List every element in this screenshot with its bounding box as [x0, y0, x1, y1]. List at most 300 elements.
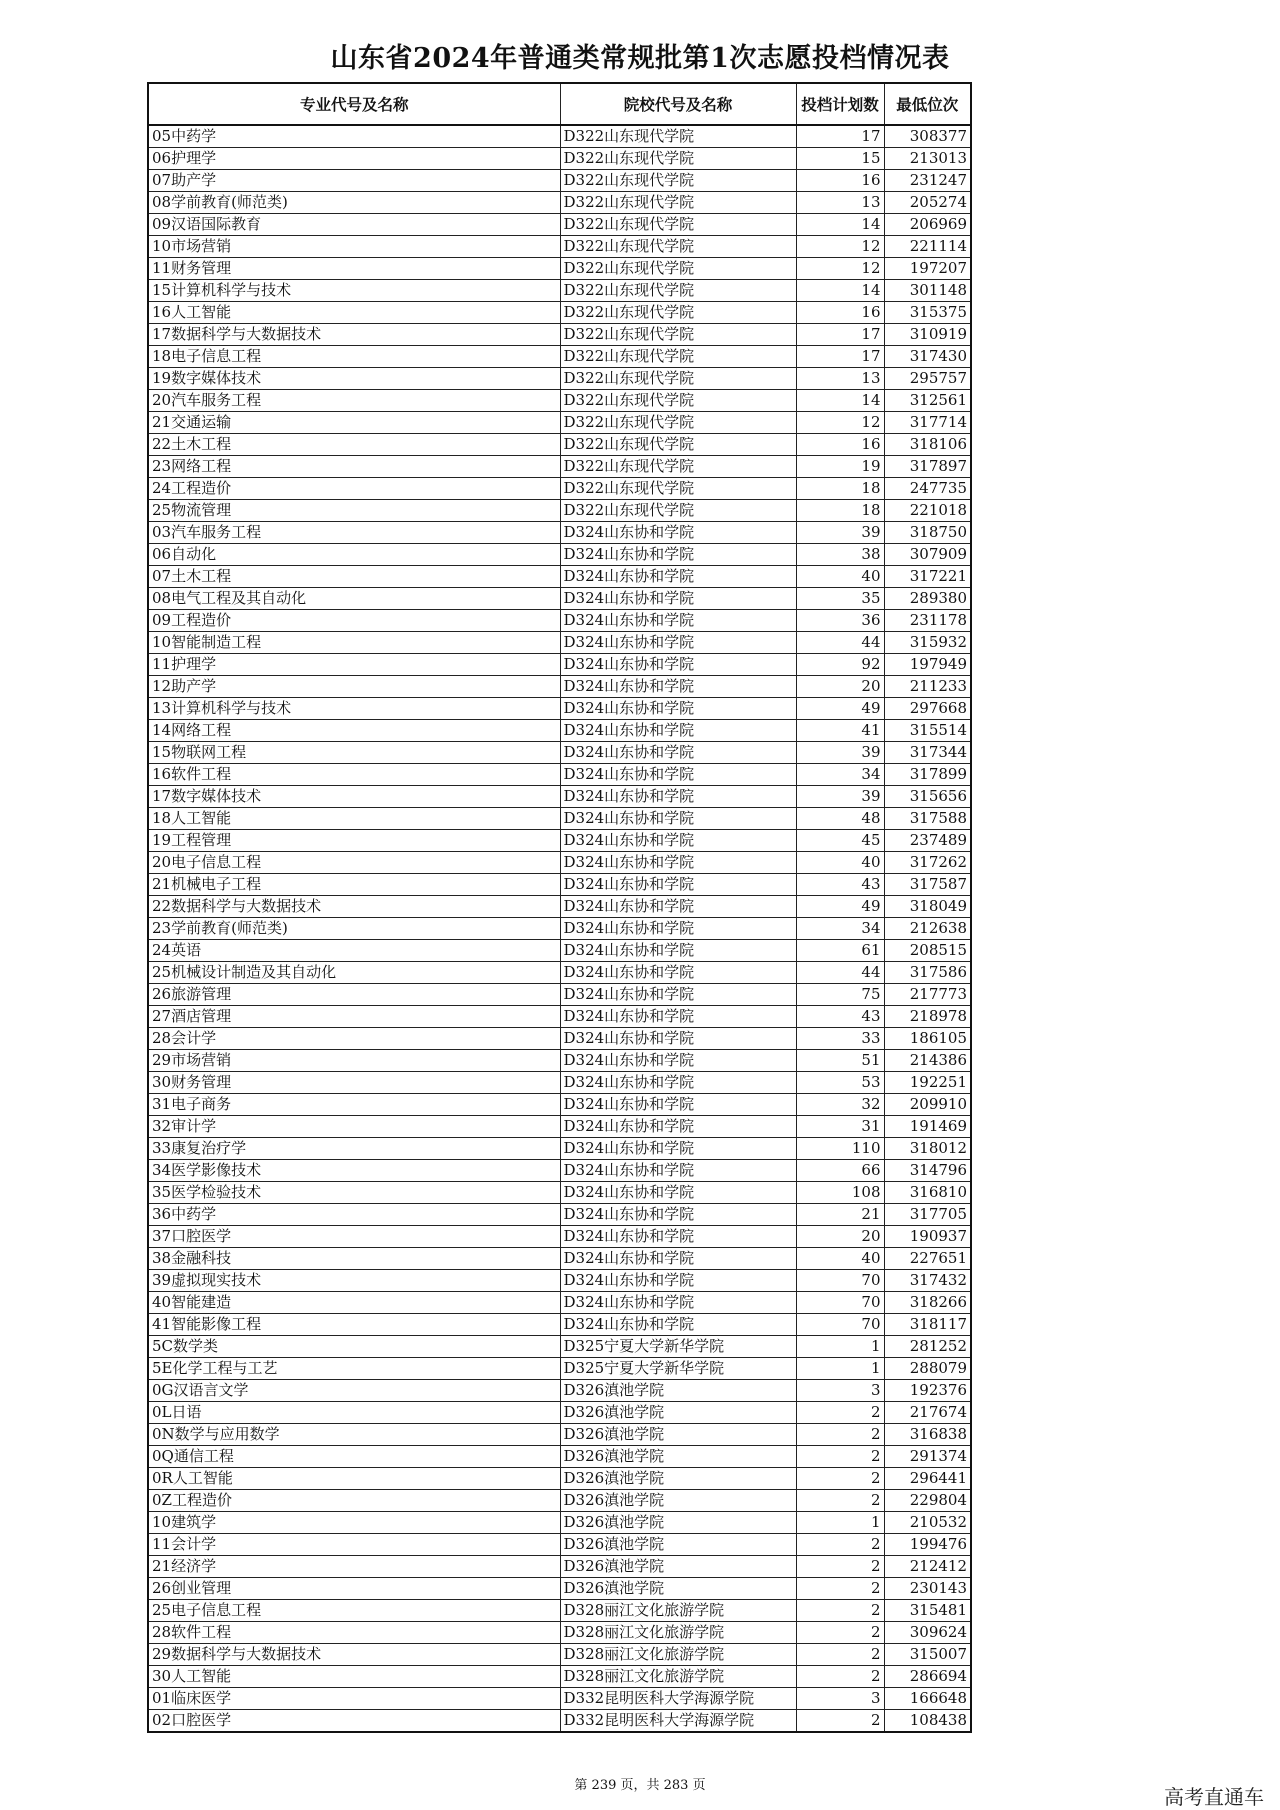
plan-count-cell: 70 [796, 1314, 884, 1336]
school-cell: D324山东协和学院 [560, 588, 796, 610]
school-cell: D322山东现代学院 [560, 434, 796, 456]
major-cell: 06护理学 [148, 148, 560, 170]
school-cell: D324山东协和学院 [560, 940, 796, 962]
plan-count-cell: 92 [796, 654, 884, 676]
min-rank-cell: 217674 [884, 1402, 971, 1424]
school-cell: D324山东协和学院 [560, 786, 796, 808]
major-cell: 30人工智能 [148, 1666, 560, 1688]
plan-count-cell: 17 [796, 346, 884, 368]
school-cell: D324山东协和学院 [560, 676, 796, 698]
school-cell: D326滇池学院 [560, 1424, 796, 1446]
plan-count-cell: 49 [796, 698, 884, 720]
school-cell: D322山东现代学院 [560, 302, 796, 324]
school-cell: D326滇池学院 [560, 1556, 796, 1578]
table-row [148, 324, 971, 346]
major-cell: 16软件工程 [148, 764, 560, 786]
major-cell: 05中药学 [148, 125, 560, 148]
school-cell: D324山东协和学院 [560, 610, 796, 632]
school-cell: D324山东协和学院 [560, 1116, 796, 1138]
major-cell: 22土木工程 [148, 434, 560, 456]
school-cell: D324山东协和学院 [560, 830, 796, 852]
table-row [148, 1622, 971, 1644]
table-row [148, 1182, 971, 1204]
major-cell: 02口腔医学 [148, 1710, 560, 1733]
major-cell: 15计算机科学与技术 [148, 280, 560, 302]
major-cell: 21经济学 [148, 1556, 560, 1578]
plan-count-cell: 2 [796, 1446, 884, 1468]
plan-count-cell: 33 [796, 1028, 884, 1050]
plan-count-cell: 39 [796, 522, 884, 544]
table-row [148, 830, 971, 852]
major-cell: 07土木工程 [148, 566, 560, 588]
page-footer: 第 239 页，共 283 页 [574, 1778, 706, 1793]
plan-count-cell: 49 [796, 896, 884, 918]
major-cell: 25机械设计制造及其自动化 [148, 962, 560, 984]
min-rank-cell: 307909 [884, 544, 971, 566]
plan-count-cell: 61 [796, 940, 884, 962]
table-row [148, 1314, 971, 1336]
major-cell: 17数字媒体技术 [148, 786, 560, 808]
plan-count-cell: 35 [796, 588, 884, 610]
table-row [148, 1160, 971, 1182]
plan-count-cell: 70 [796, 1270, 884, 1292]
school-cell: D328丽江文化旅游学院 [560, 1600, 796, 1622]
min-rank-cell: 301148 [884, 280, 971, 302]
school-cell: D322山东现代学院 [560, 346, 796, 368]
table-row [148, 1380, 971, 1402]
major-cell: 10智能制造工程 [148, 632, 560, 654]
school-cell: D328丽江文化旅游学院 [560, 1622, 796, 1644]
min-rank-cell: 209910 [884, 1094, 971, 1116]
min-rank-cell: 318117 [884, 1314, 971, 1336]
min-rank-cell: 281252 [884, 1336, 971, 1358]
major-cell: 21机械电子工程 [148, 874, 560, 896]
major-cell: 01临床医学 [148, 1688, 560, 1710]
major-cell: 28软件工程 [148, 1622, 560, 1644]
table-row [148, 698, 971, 720]
plan-count-cell: 12 [796, 412, 884, 434]
plan-count-cell: 3 [796, 1688, 884, 1710]
major-cell: 07助产学 [148, 170, 560, 192]
table-row [148, 940, 971, 962]
school-cell: D324山东协和学院 [560, 698, 796, 720]
min-rank-cell: 229804 [884, 1490, 971, 1512]
major-cell: 03汽车服务工程 [148, 522, 560, 544]
major-cell: 5C数学类 [148, 1336, 560, 1358]
table-row [148, 1468, 971, 1490]
school-cell: D324山东协和学院 [560, 1094, 796, 1116]
school-cell: D322山东现代学院 [560, 170, 796, 192]
plan-count-cell: 2 [796, 1644, 884, 1666]
table-row [148, 764, 971, 786]
plan-count-cell: 2 [796, 1556, 884, 1578]
table-row [148, 896, 971, 918]
min-rank-cell: 315514 [884, 720, 971, 742]
school-cell: D328丽江文化旅游学院 [560, 1644, 796, 1666]
table-row [148, 654, 971, 676]
table-row [148, 1446, 971, 1468]
table-row [148, 280, 971, 302]
plan-count-cell: 53 [796, 1072, 884, 1094]
plan-count-cell: 2 [796, 1710, 884, 1733]
school-cell: D324山东协和学院 [560, 1226, 796, 1248]
plan-count-cell: 1 [796, 1336, 884, 1358]
major-cell: 32审计学 [148, 1116, 560, 1138]
school-cell: D324山东协和学院 [560, 1138, 796, 1160]
min-rank-cell: 247735 [884, 478, 971, 500]
table-row [148, 676, 971, 698]
major-cell: 13计算机科学与技术 [148, 698, 560, 720]
table-row [148, 918, 971, 940]
min-rank-cell: 317586 [884, 962, 971, 984]
school-cell: D324山东协和学院 [560, 918, 796, 940]
table-row [148, 544, 971, 566]
table-row [148, 302, 971, 324]
min-rank-cell: 197207 [884, 258, 971, 280]
plan-count-cell: 75 [796, 984, 884, 1006]
school-cell: D324山东协和学院 [560, 1050, 796, 1072]
school-cell: D324山东协和学院 [560, 984, 796, 1006]
min-rank-cell: 205274 [884, 192, 971, 214]
major-cell: 29数据科学与大数据技术 [148, 1644, 560, 1666]
school-cell: D322山东现代学院 [560, 500, 796, 522]
table-row [148, 1578, 971, 1600]
school-cell: D322山东现代学院 [560, 192, 796, 214]
min-rank-cell: 192251 [884, 1072, 971, 1094]
plan-count-cell: 2 [796, 1468, 884, 1490]
major-cell: 29市场营销 [148, 1050, 560, 1072]
min-rank-cell: 315375 [884, 302, 971, 324]
plan-count-cell: 110 [796, 1138, 884, 1160]
min-rank-cell: 217773 [884, 984, 971, 1006]
min-rank-cell: 218978 [884, 1006, 971, 1028]
plan-count-cell: 39 [796, 786, 884, 808]
table-row [148, 566, 971, 588]
min-rank-cell: 312561 [884, 390, 971, 412]
header-plan-count: 投档计划数 [796, 83, 884, 125]
school-cell: D324山东协和学院 [560, 1182, 796, 1204]
school-cell: D324山东协和学院 [560, 852, 796, 874]
plan-count-cell: 21 [796, 1204, 884, 1226]
min-rank-cell: 318106 [884, 434, 971, 456]
school-cell: D326滇池学院 [560, 1402, 796, 1424]
major-cell: 28会计学 [148, 1028, 560, 1050]
major-cell: 35医学检验技术 [148, 1182, 560, 1204]
min-rank-cell: 317705 [884, 1204, 971, 1226]
min-rank-cell: 296441 [884, 1468, 971, 1490]
min-rank-cell: 316838 [884, 1424, 971, 1446]
table-row [148, 1534, 971, 1556]
major-cell: 11护理学 [148, 654, 560, 676]
major-cell: 18电子信息工程 [148, 346, 560, 368]
table-row [148, 632, 971, 654]
min-rank-cell: 317899 [884, 764, 971, 786]
min-rank-cell: 212638 [884, 918, 971, 940]
school-cell: D326滇池学院 [560, 1446, 796, 1468]
table-row [148, 874, 971, 896]
table-row [148, 984, 971, 1006]
min-rank-cell: 297668 [884, 698, 971, 720]
school-cell: D322山东现代学院 [560, 412, 796, 434]
min-rank-cell: 237489 [884, 830, 971, 852]
plan-count-cell: 12 [796, 258, 884, 280]
table-row [148, 1248, 971, 1270]
major-cell: 22数据科学与大数据技术 [148, 896, 560, 918]
plan-count-cell: 14 [796, 390, 884, 412]
table-row [148, 1050, 971, 1072]
school-cell: D326滇池学院 [560, 1512, 796, 1534]
school-cell: D322山东现代学院 [560, 368, 796, 390]
min-rank-cell: 231247 [884, 170, 971, 192]
major-cell: 20电子信息工程 [148, 852, 560, 874]
table-row [148, 125, 971, 148]
min-rank-cell: 108438 [884, 1710, 971, 1733]
major-cell: 19工程管理 [148, 830, 560, 852]
major-cell: 24工程造价 [148, 478, 560, 500]
major-cell: 27酒店管理 [148, 1006, 560, 1028]
school-cell: D324山东协和学院 [560, 1072, 796, 1094]
table-row [148, 1710, 971, 1733]
plan-count-cell: 16 [796, 302, 884, 324]
major-cell: 23网络工程 [148, 456, 560, 478]
major-cell: 0N数学与应用数学 [148, 1424, 560, 1446]
school-cell: D324山东协和学院 [560, 1248, 796, 1270]
major-cell: 17数据科学与大数据技术 [148, 324, 560, 346]
school-cell: D324山东协和学院 [560, 544, 796, 566]
min-rank-cell: 208515 [884, 940, 971, 962]
min-rank-cell: 190937 [884, 1226, 971, 1248]
plan-count-cell: 38 [796, 544, 884, 566]
school-cell: D324山东协和学院 [560, 654, 796, 676]
major-cell: 0R人工智能 [148, 1468, 560, 1490]
min-rank-cell: 199476 [884, 1534, 971, 1556]
plan-count-cell: 16 [796, 170, 884, 192]
major-cell: 09汉语国际教育 [148, 214, 560, 236]
plan-count-cell: 20 [796, 1226, 884, 1248]
table-row [148, 368, 971, 390]
school-cell: D325宁夏大学新华学院 [560, 1358, 796, 1380]
major-cell: 11财务管理 [148, 258, 560, 280]
table-row [148, 808, 971, 830]
table-row [148, 258, 971, 280]
min-rank-cell: 230143 [884, 1578, 971, 1600]
major-cell: 0Z工程造价 [148, 1490, 560, 1512]
major-cell: 34医学影像技术 [148, 1160, 560, 1182]
table-row [148, 588, 971, 610]
min-rank-cell: 295757 [884, 368, 971, 390]
major-cell: 12助产学 [148, 676, 560, 698]
school-cell: D322山东现代学院 [560, 148, 796, 170]
table-row [148, 742, 971, 764]
school-cell: D324山东协和学院 [560, 1314, 796, 1336]
table-row [148, 236, 971, 258]
major-cell: 33康复治疗学 [148, 1138, 560, 1160]
table-row [148, 720, 971, 742]
major-cell: 11会计学 [148, 1534, 560, 1556]
min-rank-cell: 316810 [884, 1182, 971, 1204]
school-cell: D326滇池学院 [560, 1578, 796, 1600]
major-cell: 40智能建造 [148, 1292, 560, 1314]
plan-count-cell: 20 [796, 676, 884, 698]
school-cell: D324山东协和学院 [560, 1160, 796, 1182]
plan-count-cell: 2 [796, 1578, 884, 1600]
table-row [148, 1226, 971, 1248]
min-rank-cell: 214386 [884, 1050, 971, 1072]
major-cell: 31电子商务 [148, 1094, 560, 1116]
major-cell: 10市场营销 [148, 236, 560, 258]
min-rank-cell: 212412 [884, 1556, 971, 1578]
table-row [148, 456, 971, 478]
table-row [148, 148, 971, 170]
table-row [148, 192, 971, 214]
school-cell: D324山东协和学院 [560, 1270, 796, 1292]
plan-count-cell: 43 [796, 1006, 884, 1028]
plan-count-cell: 2 [796, 1402, 884, 1424]
table-row [148, 1666, 971, 1688]
school-cell: D324山东协和学院 [560, 1028, 796, 1050]
plan-count-cell: 32 [796, 1094, 884, 1116]
plan-count-cell: 108 [796, 1182, 884, 1204]
major-cell: 26创业管理 [148, 1578, 560, 1600]
school-cell: D324山东协和学院 [560, 742, 796, 764]
min-rank-cell: 315481 [884, 1600, 971, 1622]
plan-count-cell: 39 [796, 742, 884, 764]
school-cell: D324山东协和学院 [560, 1292, 796, 1314]
min-rank-cell: 315656 [884, 786, 971, 808]
plan-count-cell: 48 [796, 808, 884, 830]
table-row [148, 1336, 971, 1358]
plan-count-cell: 1 [796, 1358, 884, 1380]
school-cell: D324山东协和学院 [560, 874, 796, 896]
plan-count-cell: 2 [796, 1666, 884, 1688]
major-cell: 06自动化 [148, 544, 560, 566]
school-cell: D332昆明医科大学海源学院 [560, 1710, 796, 1733]
major-cell: 30财务管理 [148, 1072, 560, 1094]
school-cell: D324山东协和学院 [560, 720, 796, 742]
header-school: 院校代号及名称 [560, 83, 796, 125]
min-rank-cell: 317588 [884, 808, 971, 830]
min-rank-cell: 192376 [884, 1380, 971, 1402]
min-rank-cell: 213013 [884, 148, 971, 170]
table-row [148, 1270, 971, 1292]
major-cell: 08学前教育(师范类) [148, 192, 560, 214]
table-row [148, 478, 971, 500]
table-row [148, 1292, 971, 1314]
table-row [148, 434, 971, 456]
plan-count-cell: 40 [796, 1248, 884, 1270]
table-row [148, 1512, 971, 1534]
min-rank-cell: 206969 [884, 214, 971, 236]
min-rank-cell: 317221 [884, 566, 971, 588]
plan-count-cell: 13 [796, 368, 884, 390]
min-rank-cell: 318012 [884, 1138, 971, 1160]
table-row [148, 1116, 971, 1138]
plan-count-cell: 66 [796, 1160, 884, 1182]
min-rank-cell: 221114 [884, 236, 971, 258]
min-rank-cell: 317430 [884, 346, 971, 368]
min-rank-cell: 221018 [884, 500, 971, 522]
major-cell: 23学前教育(师范类) [148, 918, 560, 940]
min-rank-cell: 314796 [884, 1160, 971, 1182]
school-cell: D324山东协和学院 [560, 1006, 796, 1028]
major-cell: 38金融科技 [148, 1248, 560, 1270]
min-rank-cell: 308377 [884, 125, 971, 148]
table-row [148, 412, 971, 434]
major-cell: 0Q通信工程 [148, 1446, 560, 1468]
school-cell: D324山东协和学院 [560, 1204, 796, 1226]
major-cell: 20汽车服务工程 [148, 390, 560, 412]
table-row [148, 1424, 971, 1446]
plan-count-cell: 1 [796, 1512, 884, 1534]
min-rank-cell: 211233 [884, 676, 971, 698]
plan-count-cell: 43 [796, 874, 884, 896]
table-row [148, 390, 971, 412]
plan-count-cell: 17 [796, 125, 884, 148]
plan-count-cell: 70 [796, 1292, 884, 1314]
table-row [148, 1556, 971, 1578]
plan-count-cell: 18 [796, 478, 884, 500]
plan-count-cell: 2 [796, 1622, 884, 1644]
min-rank-cell: 318049 [884, 896, 971, 918]
table-row [148, 1644, 971, 1666]
plan-count-cell: 19 [796, 456, 884, 478]
major-cell: 14网络工程 [148, 720, 560, 742]
min-rank-cell: 227651 [884, 1248, 971, 1270]
min-rank-cell: 210532 [884, 1512, 971, 1534]
plan-count-cell: 40 [796, 852, 884, 874]
school-cell: D324山东协和学院 [560, 764, 796, 786]
major-cell: 19数字媒体技术 [148, 368, 560, 390]
min-rank-cell: 291374 [884, 1446, 971, 1468]
major-cell: 41智能影像工程 [148, 1314, 560, 1336]
plan-count-cell: 13 [796, 192, 884, 214]
min-rank-cell: 317587 [884, 874, 971, 896]
min-rank-cell: 317432 [884, 1270, 971, 1292]
school-cell: D322山东现代学院 [560, 236, 796, 258]
table-row [148, 214, 971, 236]
school-cell: D324山东协和学院 [560, 962, 796, 984]
school-cell: D326滇池学院 [560, 1468, 796, 1490]
plan-count-cell: 2 [796, 1424, 884, 1446]
min-rank-cell: 166648 [884, 1688, 971, 1710]
min-rank-cell: 318266 [884, 1292, 971, 1314]
school-cell: D322山东现代学院 [560, 478, 796, 500]
plan-count-cell: 3 [796, 1380, 884, 1402]
school-cell: D325宁夏大学新华学院 [560, 1336, 796, 1358]
min-rank-cell: 317344 [884, 742, 971, 764]
plan-count-cell: 44 [796, 632, 884, 654]
plan-count-cell: 12 [796, 236, 884, 258]
major-cell: 25电子信息工程 [148, 1600, 560, 1622]
major-cell: 15物联网工程 [148, 742, 560, 764]
plan-count-cell: 34 [796, 764, 884, 786]
min-rank-cell: 191469 [884, 1116, 971, 1138]
major-cell: 21交通运输 [148, 412, 560, 434]
plan-count-cell: 17 [796, 324, 884, 346]
school-cell: D324山东协和学院 [560, 808, 796, 830]
table-row [148, 1006, 971, 1028]
table-row [148, 346, 971, 368]
major-cell: 5E化学工程与工艺 [148, 1358, 560, 1380]
plan-count-cell: 15 [796, 148, 884, 170]
header-major: 专业代号及名称 [148, 83, 560, 125]
school-cell: D322山东现代学院 [560, 280, 796, 302]
min-rank-cell: 231178 [884, 610, 971, 632]
min-rank-cell: 286694 [884, 1666, 971, 1688]
watermark-brand: 高考直通车 [1164, 1785, 1264, 1809]
school-cell: D326滇池学院 [560, 1534, 796, 1556]
min-rank-cell: 317714 [884, 412, 971, 434]
